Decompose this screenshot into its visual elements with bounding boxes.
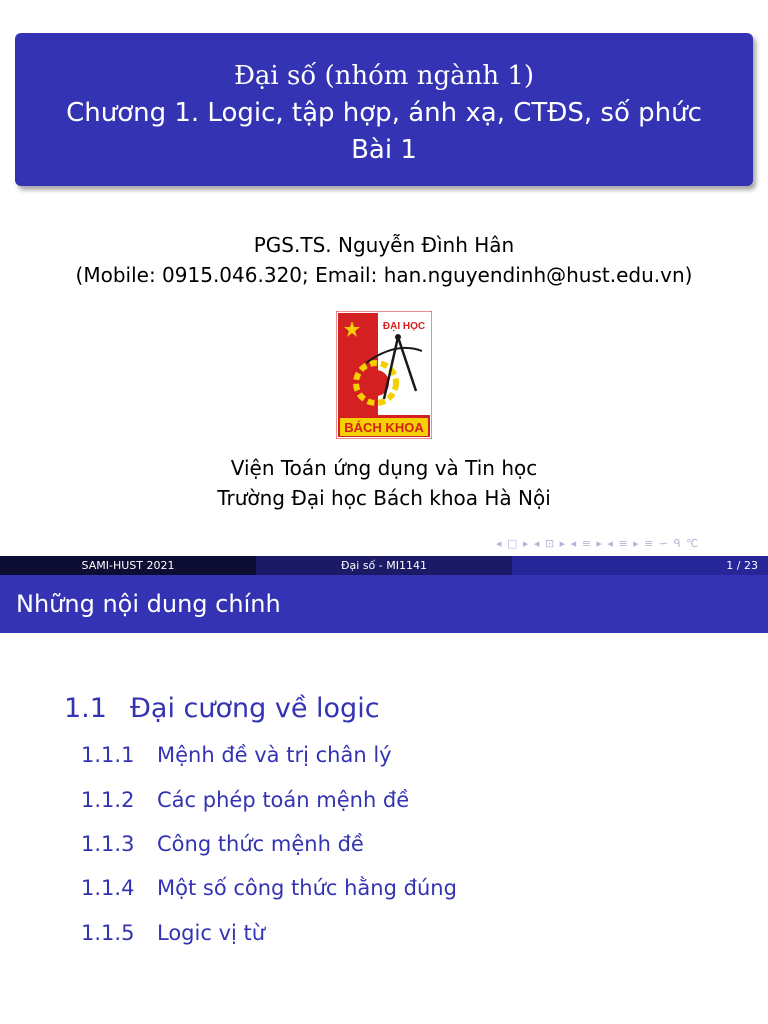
toc-item-number: 1.1.5 <box>81 921 135 945</box>
title-line-2: Chương 1. Logic, tập hợp, ánh xạ, CTĐS, số phức <box>66 98 702 128</box>
toc-item-number: 1.1.1 <box>81 743 135 767</box>
toc-section-number: 1.1 <box>64 693 107 724</box>
toc-item-label: Mệnh đề và trị chân lý <box>157 743 392 767</box>
beamer-navigation-symbols[interactable]: ◂ □ ▸ ◂ ⊡ ▸ ◂ ≡ ▸ ◂ ≡ ▸ ≡ ∽ ᑫ ℃ <box>496 537 700 550</box>
toc-item-label: Một số công thức hằng đúng <box>157 876 457 900</box>
toc-item-label: Các phép toán mệnh đề <box>157 788 410 812</box>
toc-item[interactable] <box>81 921 265 945</box>
author-name: PGS.TS. Nguyễn Đình Hân <box>253 233 515 257</box>
toc-item[interactable] <box>81 788 409 812</box>
footer-left: SAMI-HUST 2021 <box>0 556 256 575</box>
toc-item-label: Công thức mệnh đề <box>157 832 364 856</box>
institution-block <box>0 453 768 513</box>
author-block <box>0 230 768 290</box>
logo-text-top: ĐẠI HỌC <box>382 321 426 332</box>
footer-right-box <box>512 556 768 575</box>
toc-item-number: 1.1.3 <box>81 832 135 856</box>
slide-footer <box>0 556 768 575</box>
frame-title-bar <box>0 575 768 633</box>
toc-item-number: 1.1.2 <box>81 788 135 812</box>
toc-section-label: Đại cương về logic <box>130 693 380 724</box>
toc-item[interactable] <box>81 832 364 856</box>
institute-name: Viện Toán ứng dụng và Tin học <box>230 456 538 480</box>
page-counter: 1 / 23 <box>726 559 758 572</box>
title-line-1: Đại số (nhóm ngành 1) <box>233 61 535 91</box>
author-contact: (Mobile: 0915.046.320; Email: han.nguyendinh@hust.edu.vn) <box>75 263 693 287</box>
logo-text-bottom: BÁCH KHOA <box>344 420 424 435</box>
toc-item-number: 1.1.4 <box>81 876 135 900</box>
toc-section[interactable] <box>64 693 380 724</box>
toc-item[interactable] <box>81 876 457 900</box>
hust-logo <box>336 311 432 439</box>
footer-center: Đại số - MI1141 <box>256 556 512 575</box>
frame-title: Những nội dung chính <box>16 590 281 618</box>
university-name: Trường Đại học Bách khoa Hà Nội <box>217 486 551 510</box>
title-line-3: Bài 1 <box>351 135 417 165</box>
title-box <box>15 33 753 186</box>
toc-item-label: Logic vị từ <box>157 921 266 945</box>
toc-item[interactable] <box>81 743 392 767</box>
